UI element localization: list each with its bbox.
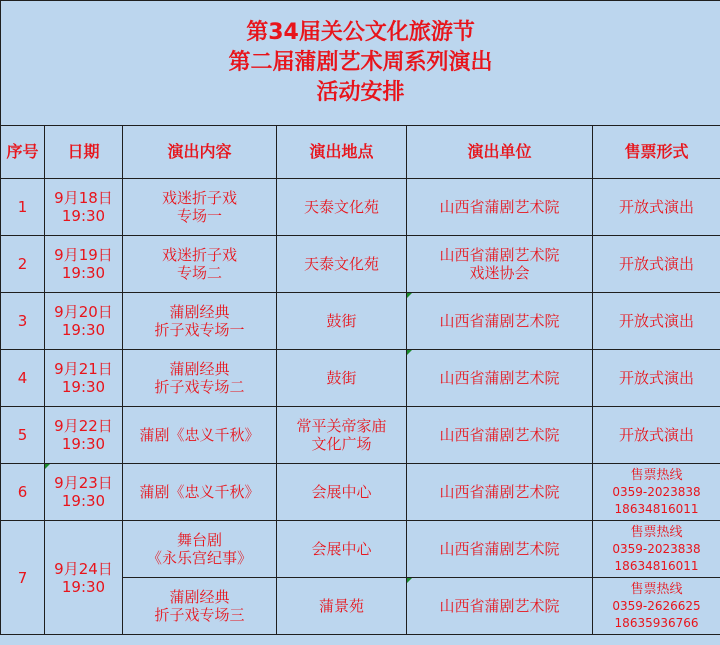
content-line-2: 折子戏专场一 [154,321,245,339]
header-date: 日期 [45,126,123,179]
header-row [1,126,720,179]
ticket-cell: 开放式演出 [593,407,720,464]
title-line-3: 活动安排 [316,80,405,105]
row-number: 6 [1,464,45,521]
ticket-cell: 开放式演出 [593,293,720,350]
ticket-cell: 开放式演出 [593,236,720,293]
venue-cell: 天泰文化苑 [277,236,407,293]
ticket-cell: 开放式演出 [593,350,720,407]
content-line-1: 舞台剧 [176,531,222,549]
venue-cell: 会展中心 [277,464,407,521]
time: 19:30 [61,321,106,339]
date-cell [45,407,123,464]
ticket-phone-2: 18634816011 [614,501,699,516]
header-venue: 演出地点 [277,126,407,179]
content-line-2: 专场一 [176,207,222,225]
comment-marker [407,293,412,298]
unit-cell: 山西省蒲剧艺术院 [407,179,593,236]
table-row [1,464,720,521]
content-line-1: 蒲剧经典 [169,303,230,321]
row-number: 1 [1,179,45,236]
comment-marker [45,464,50,469]
title-line-2: 第二届蒲剧艺术周系列演出 [228,50,493,75]
content-cell: 蒲剧《忠义千秋》 [123,407,277,464]
date-cell [45,179,123,236]
ticket-phone-1: 0359-2023838 [612,484,701,499]
table-row [1,236,720,293]
venue-line-1: 常平关帝家庙 [296,417,387,435]
content-cell [123,521,277,578]
venue-cell: 鼓街 [277,293,407,350]
ticket-cell: 开放式演出 [593,179,720,236]
content-line-2: 《永乐宫纪事》 [146,549,252,567]
page-title [1,1,720,126]
ticket-phone-1: 0359-2626625 [612,598,701,613]
comment-marker [407,578,412,583]
comment-marker [407,350,412,355]
ticket-phone-2: 18635936766 [614,615,699,630]
date: 9月19日 [54,246,113,264]
title-line-1: 第34届关公文化旅游节 [246,20,475,45]
content-line-1: 戏迷折子戏 [161,246,237,264]
content-cell [123,236,277,293]
time: 19:30 [61,207,106,225]
date: 9月24日 [54,559,113,578]
ticket-hotline-label: 售票热线 [630,524,683,540]
date: 9月18日 [54,189,113,207]
date: 9月21日 [54,360,113,378]
table-row [1,350,720,407]
title-row [1,1,720,126]
date: 9月23日 [54,474,113,492]
venue-line-2: 文化广场 [311,435,372,453]
table-row [1,521,720,578]
date: 9月22日 [54,417,113,435]
row-number: 7 [1,521,45,635]
row-number: 2 [1,236,45,293]
unit-cell: 山西省蒲剧艺术院 [407,521,593,578]
content-line-1: 蒲剧经典 [169,360,230,378]
date-cell [45,293,123,350]
content-line-1: 蒲剧经典 [169,588,230,606]
table-row [1,293,720,350]
unit-cell [407,236,593,293]
header-no: 序号 [1,126,45,179]
header-ticket: 售票形式 [593,126,720,179]
content-line-1: 戏迷折子戏 [161,189,237,207]
venue-cell: 天泰文化苑 [277,179,407,236]
date-cell [45,521,123,635]
unit-text: 山西省蒲剧艺术院 [439,597,560,615]
venue-cell: 会展中心 [277,521,407,578]
unit-cell: 山西省蒲剧艺术院 [407,464,593,521]
ticket-phone-2: 18634816011 [614,558,699,573]
unit-line-2: 戏迷协会 [469,264,530,282]
ticket-cell [593,521,720,578]
content-cell [123,179,277,236]
time: 19:30 [61,264,106,282]
ticket-phone-1: 0359-2023838 [612,541,701,556]
content-cell [123,578,277,635]
time: 19:30 [61,378,106,396]
time: 19:30 [61,492,106,510]
header-content: 演出内容 [123,126,277,179]
date: 9月20日 [54,303,113,321]
table-row [1,407,720,464]
content-line-2: 折子戏专场二 [154,378,245,396]
unit-cell [407,578,593,635]
unit-line-1: 山西省蒲剧艺术院 [439,246,560,264]
date-cell [45,236,123,293]
content-cell [123,293,277,350]
unit-cell: 山西省蒲剧艺术院 [407,407,593,464]
header-unit: 演出单位 [407,126,593,179]
table-row [1,179,720,236]
row-number: 3 [1,293,45,350]
content-cell [123,350,277,407]
unit-cell [407,350,593,407]
content-line-2: 专场二 [176,264,222,282]
ticket-cell [593,578,720,635]
ticket-cell [593,464,720,521]
unit-text: 山西省蒲剧艺术院 [439,312,560,330]
unit-text: 山西省蒲剧艺术院 [439,369,560,387]
ticket-hotline-label: 售票热线 [630,467,683,483]
ticket-hotline-label: 售票热线 [630,581,683,597]
time: 19:30 [61,577,106,596]
content-cell: 蒲剧《忠义千秋》 [123,464,277,521]
date-cell [45,464,123,521]
venue-cell: 鼓街 [277,350,407,407]
row-number: 5 [1,407,45,464]
venue-cell: 蒲景苑 [277,578,407,635]
venue-cell [277,407,407,464]
row-number: 4 [1,350,45,407]
content-line-2: 折子戏专场三 [154,606,245,624]
date-cell [45,350,123,407]
time: 19:30 [61,435,106,453]
unit-cell [407,293,593,350]
